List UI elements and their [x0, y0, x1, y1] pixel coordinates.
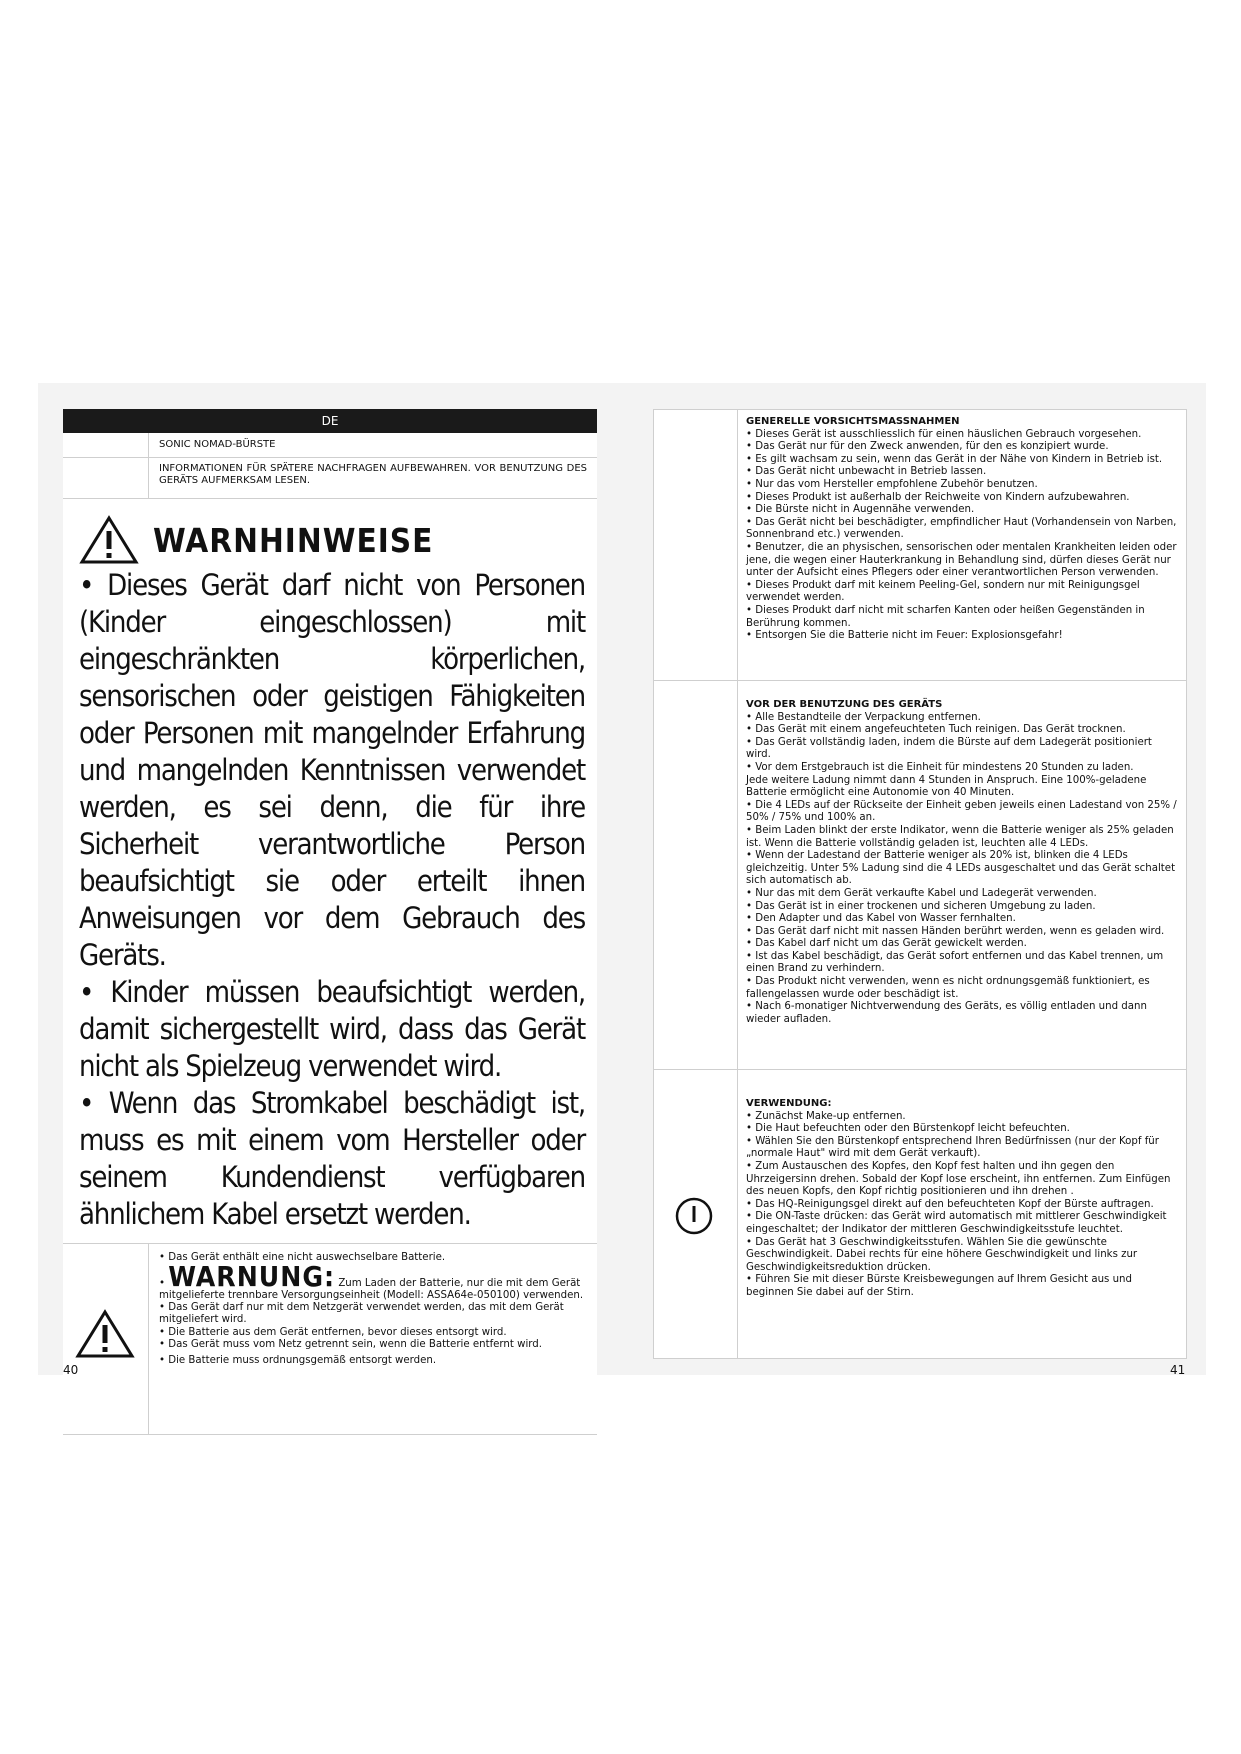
warnings-header: [79, 515, 585, 565]
page-number-left: 40: [63, 1363, 79, 1377]
list-item: Jede weitere Ladung nimmt dann 4 Stunden in Anspruch. Eine 100%-geladene Batterie ermöglicht eine Autonomie von 40 Minuten.: [746, 774, 1147, 799]
section-general: [653, 409, 1187, 680]
list-item: • Dieses Produkt darf mit keinem Peeling-Gel, sondern nur mit Reinigungsgel verwendet werden.: [746, 579, 1140, 604]
list-item: • Die 4 LEDs auf der Rückseite der Einheit geben jeweils einen Ladestand von 25% / 50% / 75% und 100% an.: [746, 799, 1177, 824]
list-item: • Das Kabel darf nicht um das Gerät gewickelt werden.: [746, 938, 1027, 950]
list-item: • Den Adapter und das Kabel von Wasser fernhalten.: [746, 913, 1016, 925]
info-text: INFORMATIONEN FÜR SPÄTERE NACHFRAGEN AUFBEWAHREN. VOR BENUTZUNG DES GERÄTS AUFMERKSAM LESEN.: [159, 463, 587, 486]
list-item: • Nur das vom Hersteller empfohlene Zubehör benutzen.: [746, 478, 1038, 490]
list-item: • Zum Austauschen des Kopfes, den Kopf fest halten und ihn gegen den Uhrzeigersinn drehen. Sobald der Kopf lose erscheint, ihn entfernen. Zum Einfügen des neuen Kopfs, den Kopf richtig positionieren und ihn drehen .: [746, 1160, 1171, 1198]
list-item: • Entsorgen Sie die Batterie nicht im Feuer: Explosionsgefahr!: [746, 630, 1063, 642]
battery-row: [63, 1244, 597, 1435]
list-item: • Ist das Kabel beschädigt, das Gerät sofort entfernen und das Kabel trennen, um einen Brand zu verhindern.: [746, 950, 1164, 975]
product-name: SONIC NOMAD-BÜRSTE: [159, 439, 276, 450]
battery-text: [149, 1244, 597, 1434]
warning-item: • Dieses Gerät darf nicht von Personen (Kinder eingeschlossen) mit eingeschränkten körperlichen, sensorischen oder geistigen Fähigkeiten oder Personen mit mangelnder Erfahrung und mangelnden Kenntnissen verwendet werden, es sei denn, die für ihre Sicherheit verantwortliche Person beaufsichtigt sie oder erteilt ihnen Anweisungen vor dem Gebrauch des Geräts.: [79, 568, 585, 972]
list-item: • Die ON-Taste drücken: das Gerät wird automatisch mit mittlerer Geschwindigkeit eingeschaltet; der Indikator der mittleren Geschwindigkeitsstufe leuchtet.: [746, 1211, 1167, 1235]
section-title: VERWENDUNG:: [746, 1098, 832, 1109]
info-row: [63, 458, 597, 499]
list-item: • Das Gerät nur für den Zweck anwenden, für den es konzipiert wurde.: [746, 441, 1109, 453]
section-before-use: [653, 680, 1187, 1069]
left-page: [63, 409, 597, 1435]
list-item: • Wenn der Ladestand der Batterie weniger als 20% ist, blinken die 4 LEDs gleichzeitig. Unter 5% Ladung sind die 4 LEDs ausgeschaltet und das Gerät schaltet sich automatisch ab.: [746, 850, 1176, 887]
product-row: [63, 433, 597, 458]
warnings-title: WARNHINWEISE: [153, 520, 434, 560]
list-item: • Vor dem Erstgebrauch ist die Einheit für mindestens 20 Stunden zu laden.: [746, 761, 1134, 773]
warnung-bullet: •: [159, 1277, 166, 1289]
list-item: • Nur das mit dem Gerät verkaufte Kabel und Ladegerät verwenden.: [746, 887, 1097, 899]
warnings-list: [79, 567, 585, 1233]
list-item: • Das HQ-Reinigungsgel direkt auf den befeuchteten Kopf der Bürste auftragen.: [746, 1198, 1154, 1210]
info-circle-icon: [674, 1196, 714, 1236]
battery-item: • Das Gerät muss vom Netz getrennt sein, wenn die Batterie entfernt wird.: [159, 1339, 542, 1351]
list-item: • Das Produkt nicht verwenden, wenn es nicht ordnungsgemäß funktioniert, es fallengelassen wurde oder beschädigt ist.: [746, 976, 1150, 1000]
language-bar: DE: [63, 409, 597, 433]
right-page: [653, 409, 1187, 1359]
warning-item: • Wenn das Stromkabel beschädigt ist, muss es mit einem vom Hersteller oder seinem Kundendienst verfügbaren ähnlichem Kabel ersetzt werden.: [79, 1086, 585, 1231]
battery-item: • Die Batterie aus dem Gerät entfernen, bevor dieses entsorgt wird.: [159, 1326, 507, 1338]
list-item: • Die Haut befeuchten oder den Bürstenkopf leicht befeuchten.: [746, 1123, 1070, 1135]
section-usage: [653, 1069, 1187, 1359]
list-item: • Das Gerät darf nicht mit nassen Händen berührt werden, wenn es geladen wird.: [746, 925, 1165, 937]
list-item: • Zunächst Make-up entfernen.: [746, 1110, 906, 1122]
list-item: • Führen Sie mit dieser Bürste Kreisbewegungen auf Ihrem Gesicht aus und beginnen Sie dabei auf der Stirn.: [746, 1274, 1132, 1298]
warning-item: • Kinder müssen beaufsichtigt werden, damit sichergestellt wird, dass das Gerät nicht als Spielzeug verwendet wird.: [79, 975, 585, 1083]
list-item: • Beim Laden blinkt der erste Indikator, wenn die Batterie weniger als 25% geladen ist. Wenn die Batterie vollständig geladen ist, leuchten alle 4 LEDs.: [746, 824, 1174, 849]
list-item: • Das Gerät ist in einer trockenen und sicheren Umgebung zu laden.: [746, 900, 1096, 912]
battery-line: • Das Gerät enthält eine nicht auswechselbare Batterie.: [159, 1252, 446, 1263]
warning-triangle-icon: [79, 515, 139, 565]
list-item: • Das Gerät nicht unbewacht in Betrieb lassen.: [746, 466, 987, 478]
list-item: • Nach 6-monatiger Nichtverwendung des Geräts, es völlig entladen und dann wieder aufladen.: [746, 1001, 1147, 1025]
page-number-right: 41: [1170, 1363, 1186, 1377]
warnung-text: Zum Laden der Batterie, nur die mit dem Gerät mitgelieferte trennbare Versorgungseinheit (Modell: ASSA64e-050100) verwenden.: [159, 1277, 584, 1301]
list-item: • Dieses Produkt darf nicht mit scharfen Kanten oder heißen Gegenständen in Berührung kommen.: [746, 604, 1145, 629]
warning-triangle-icon: [75, 1308, 135, 1360]
list-item: • Das Gerät nicht bei beschädigter, empfindlicher Haut (Vorhandensein von Narben, Sonnenbrand etc.) verwenden.: [746, 516, 1177, 541]
list-item: • Dieses Produkt ist außerhalb der Reichweite von Kindern aufzubewahren.: [746, 491, 1130, 503]
section-title: GENERELLE VORSICHTSMASSNAHMEN: [746, 416, 960, 427]
list-item: • Dieses Gerät ist ausschliesslich für einen häuslichen Gebrauch vorgesehen.: [746, 428, 1142, 440]
battery-item: • Die Batterie muss ordnungsgemäß entsorgt werden.: [159, 1354, 437, 1366]
list-item: • Die Bürste nicht in Augennähe verwenden.: [746, 504, 975, 516]
list-item: • Benutzer, die an physischen, sensorischen oder mentalen Krankheiten leiden oder jene, die wegen einer Hauterkrankung in Behandlung sind, dürfen dieses Gerät nur unter der Aufsicht eines Pflegers oder einer verantwortlichen Person verwenden.: [746, 541, 1177, 579]
warnung-label: WARNUNG:: [168, 1259, 336, 1293]
list-item: • Alle Bestandteile der Verpackung entfernen.: [746, 711, 981, 723]
battery-item: • Das Gerät darf nur mit dem Netzgerät verwendet werden, das mit dem Gerät mitgeliefert wird.: [159, 1301, 564, 1326]
warnung-paragraph: [159, 1259, 587, 1302]
list-item: • Es gilt wachsam zu sein, wenn das Gerät in der Nähe von Kindern in Betrieb ist.: [746, 453, 1163, 465]
list-item: • Das Gerät vollständig laden, indem die Bürste auf dem Ladegerät positioniert wird.: [746, 736, 1152, 761]
section-title: VOR DER BENUTZUNG DES GERÄTS: [746, 699, 943, 710]
list-item: • Das Gerät mit einem angefeuchteten Tuch reinigen. Das Gerät trocknen.: [746, 724, 1126, 736]
list-item: • Wählen Sie den Bürstenkopf entsprechend Ihren Bedürfnissen (nur der Kopf für „normale Haut" wird mit dem Gerät verkauft).: [746, 1135, 1159, 1160]
warnings-block: [63, 499, 597, 1244]
list-item: • Das Gerät hat 3 Geschwindigkeitsstufen. Wählen Sie die gewünschte Geschwindigkeit. Dabei rechts für eine höhere Geschwindigkeit und links zur Geschwindigkeitsreduktion drücken.: [746, 1236, 1138, 1273]
